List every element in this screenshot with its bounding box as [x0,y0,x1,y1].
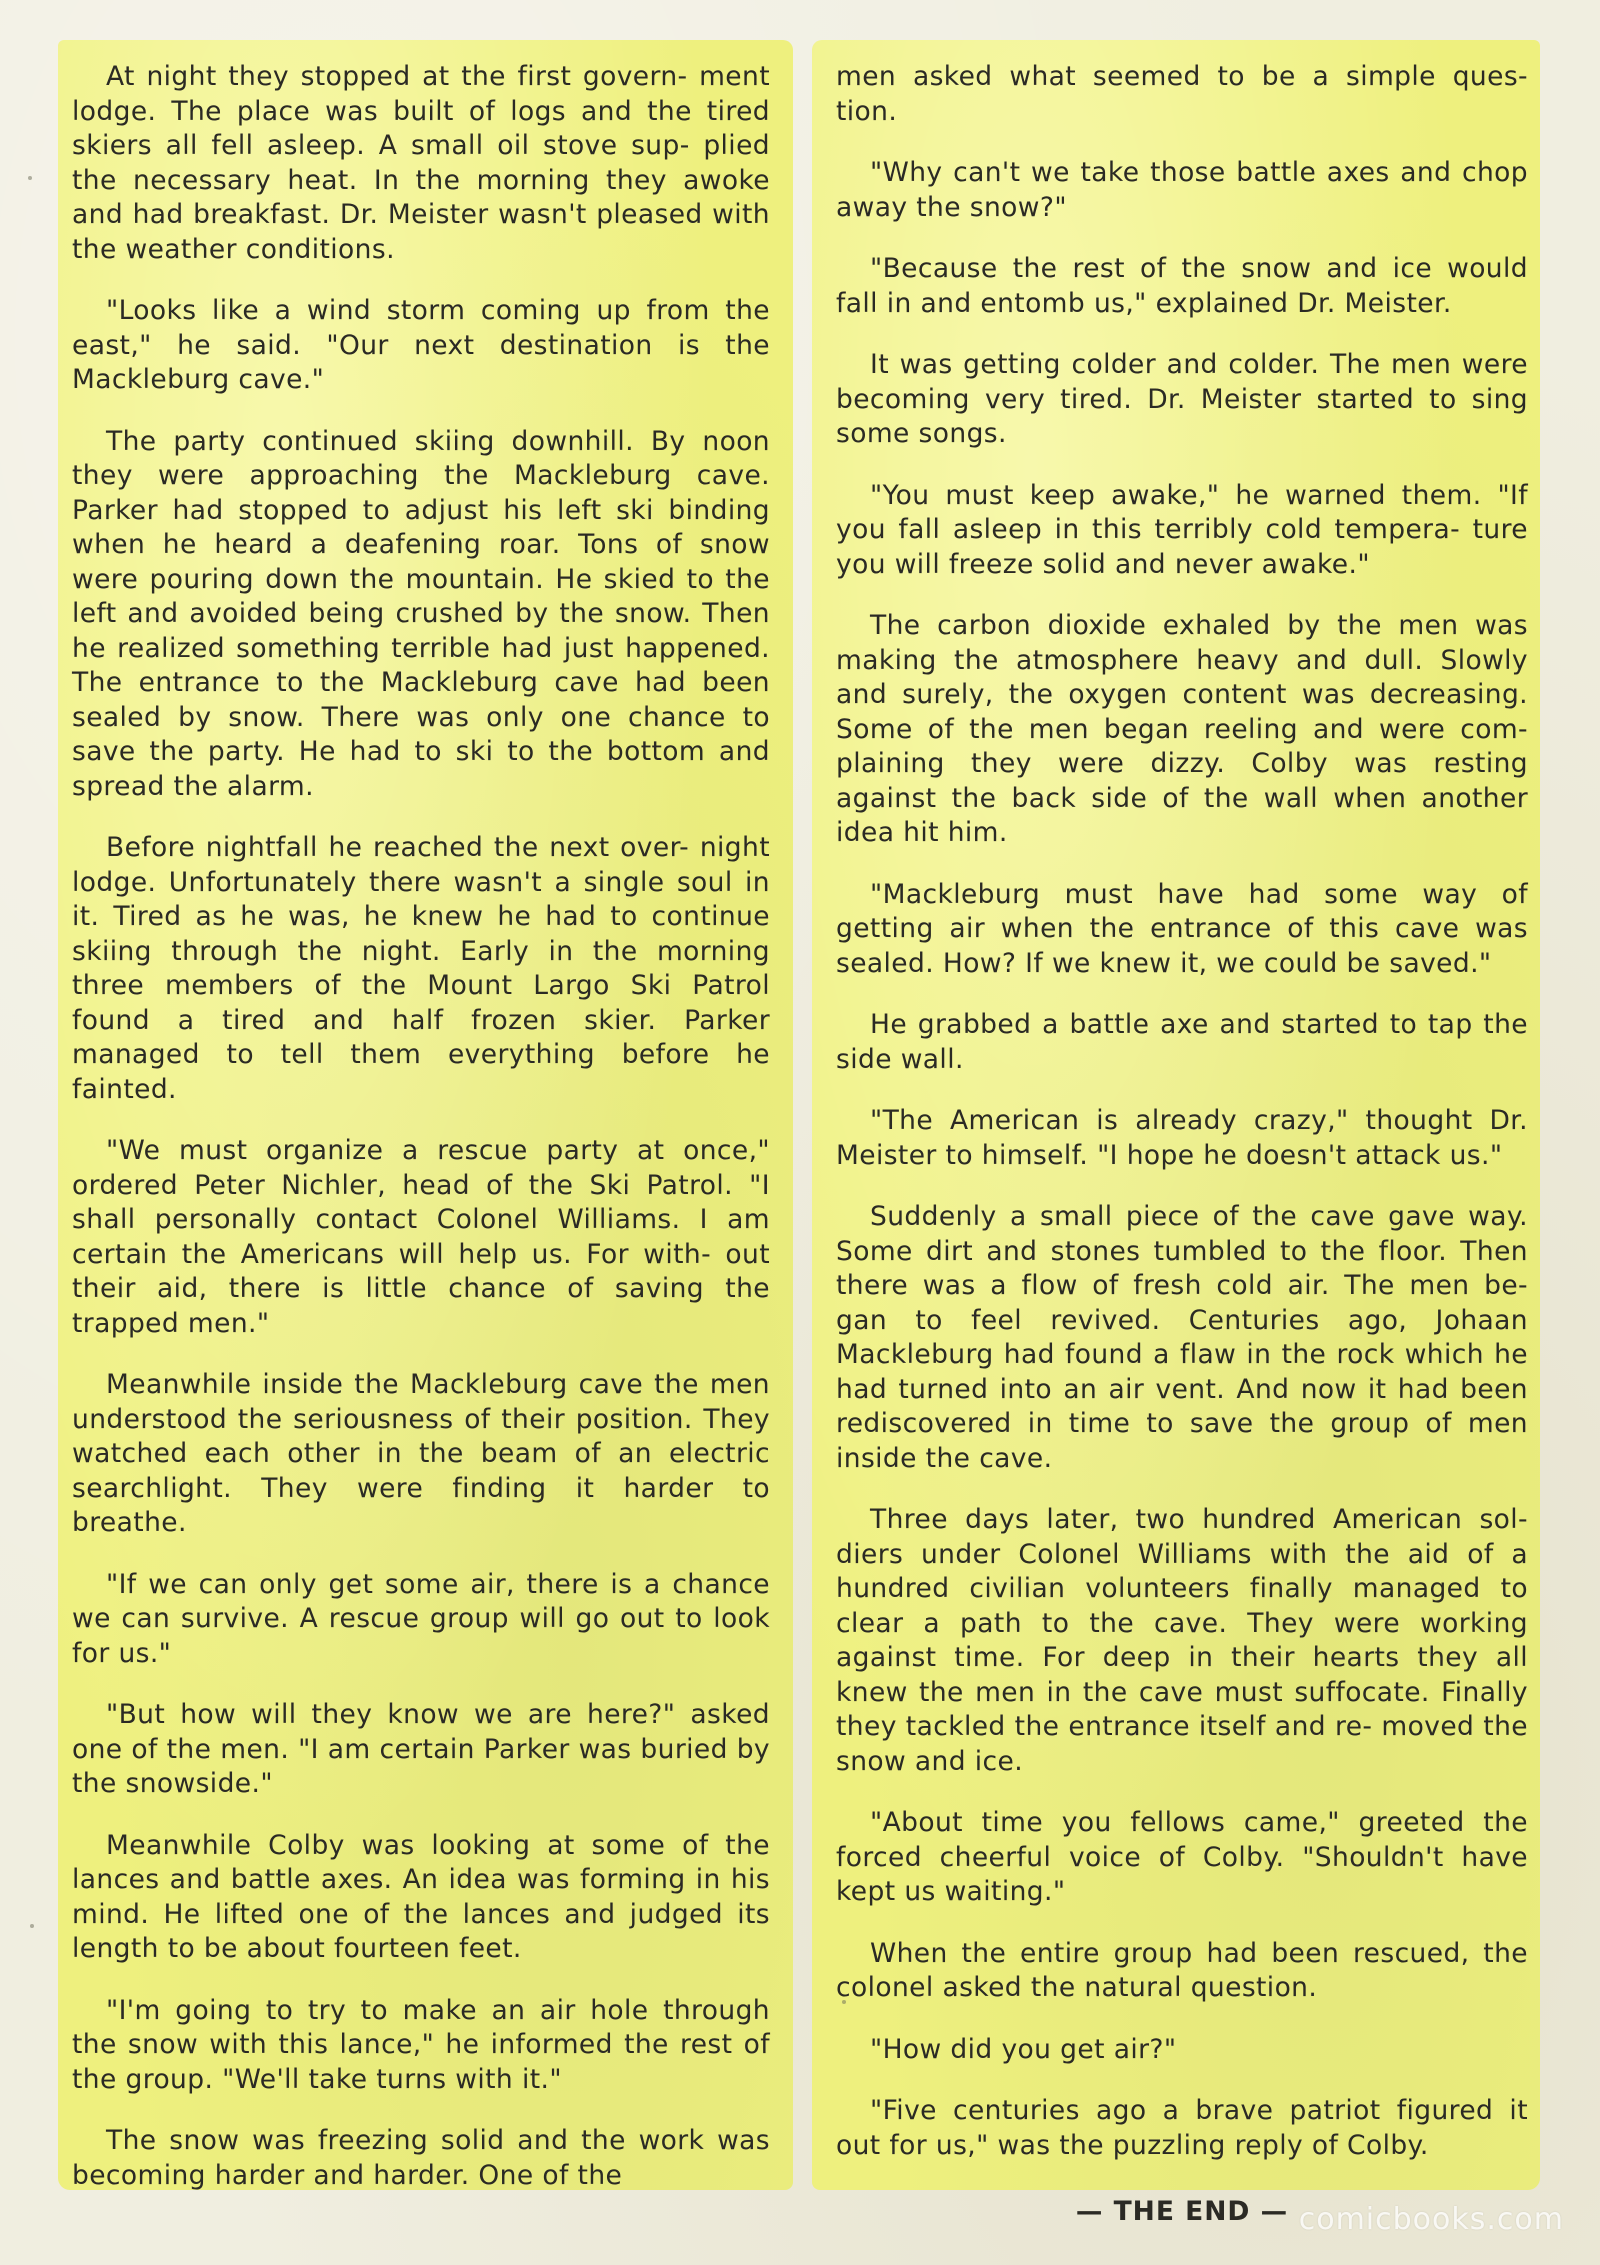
left-text-column [72,60,770,2220]
paragraph: Before nightfall he reached the next over- night lodge. Unfortunately there wasn't a single soul in it. Tired as he was, he knew he had to continue skiing through the night. Early in the morning three members of the Mount Largo Ski Patrol found a tired and half frozen skier. Parker managed to tell them everything before he fainted. [72,832,770,1105]
paragraph: The snow was freezing solid and the work was becoming harder and harder. One of the [72,2125,770,2191]
paragraph: "But how will they know we are here?" asked one of the men. "I am certain Parker was buried by the snowside." [72,1699,770,1799]
paragraph: "Looks like a wind storm coming up from the east," he said. "Our next destination is the Mackleburg cave." [72,295,770,395]
paragraph: When the entire group had been rescued, the colonel asked the natural question. [836,1937,1528,2003]
paragraph: The party continued skiing downhill. By noon they were approaching the Mackleburg cave. Parker had stopped to adjust his left ski binding when he heard a deafening roar. Tons of snow were pouring down the mountain. He skied to the left and avoided being crushed by the snow. Then he realized something terrible had just happened. The entrance to the Mackleburg cave had been sealed by snow. There was only one chance to save the party. He had to ski to the bottom and spread the alarm. [72,425,770,802]
paragraph: Meanwhile inside the Mackleburg cave the men understood the seriousness of their position. They watched each other in the beam of an electric searchlight. They were finding it harder to breathe. [72,1369,770,1538]
paragraph: "Five centuries ago a brave patriot figured it out for us," was the puzzling reply of Colby. [836,2095,1528,2161]
source-watermark: comicbooks.com [1298,2202,1564,2237]
paragraph: "Because the rest of the snow and ice would fall in and entomb us," explained Dr. Meister. [836,253,1528,319]
paragraph: Suddenly a small piece of the cave gave way. Some dirt and stones tumbled to the floor. Then there was a flow of fresh cold air. The men be- gan to feel revived. Centuries ago, Johaan Mackleburg had found a flaw in the rock which he had turned into an air vent. And now it had been rediscovered in time to save the group of men inside the cave. [836,1201,1528,1474]
the-end-mark: — THE END — [1075,2196,1289,2227]
right-text-column [836,60,1528,2257]
ink-speck [28,176,32,180]
paragraph-continuation: men asked what seemed to be a simple ques- tion. [836,61,1528,127]
paragraph: The carbon dioxide exhaled by the men was making the atmosphere heavy and dull. Slowly and surely, the oxygen content was decreasing. Some of the men began reeling and were com- plaining they were dizzy. Colby was resting against the back side of the wall when another idea hit him. [836,610,1528,848]
paragraph: "We must organize a rescue party at once," ordered Peter Nichler, head of the Ski Patrol. "I shall personally contact Colonel Williams. I am certain the Americans will help us. For with- out their aid, there is little chance of saving the trapped men." [72,1135,770,1339]
ink-speck [30,1924,34,1928]
paragraph: He grabbed a battle axe and started to tap the side wall. [836,1009,1528,1075]
paragraph: "The American is already crazy," thought Dr. Meister to himself. "I hope he doesn't attack us." [836,1105,1528,1171]
paragraph: "If we can only get some air, there is a chance we can survive. A rescue group will go out to look for us." [72,1568,770,1669]
paragraph: "About time you fellows came," greeted the forced cheerful voice of Colby. "Shouldn't have kept us waiting." [836,1807,1528,1907]
paragraph: It was getting colder and colder. The men were becoming very tired. Dr. Meister started to sing some songs. [836,349,1528,449]
paragraph: Three days later, two hundred American sol- diers under Colonel Williams with the aid of a hundred civilian volunteers finally managed to clear a path to the cave. They were working against time. For deep in their hearts they all knew the men in the cave must suffocate. Finally they tackled the entrance itself and re- moved the snow and ice. [836,1504,1528,1777]
paragraph: "Mackleburg must have had some way of getting air when the entrance of this cave was sealed. How? If we knew it, we could be saved." [836,878,1528,979]
paragraph: At night they stopped at the first govern- ment lodge. The place was built of logs and the tired skiers all fell asleep. A small oil stove sup- plied the necessary heat. In the morning they awoke and had breakfast. Dr. Meister wasn't pleased with the weather conditions. [72,61,770,265]
paragraph: "You must keep awake," he warned them. "If you fall asleep in this terribly cold tempera- ture you will freeze solid and never awake." [836,479,1528,580]
paragraph: "I'm going to try to make an air hole through the snow with this lance," he informed the rest of the group. "We'll take turns with it." [72,1994,770,2095]
paragraph: Meanwhile Colby was looking at some of the lances and battle axes. An idea was forming in his mind. He lifted one of the lances and judged its length to be about fourteen feet. [72,1829,770,1964]
paragraph: "Why can't we take those battle axes and chop away the snow?" [836,157,1528,223]
paragraph: "How did you get air?" [870,2033,1177,2065]
